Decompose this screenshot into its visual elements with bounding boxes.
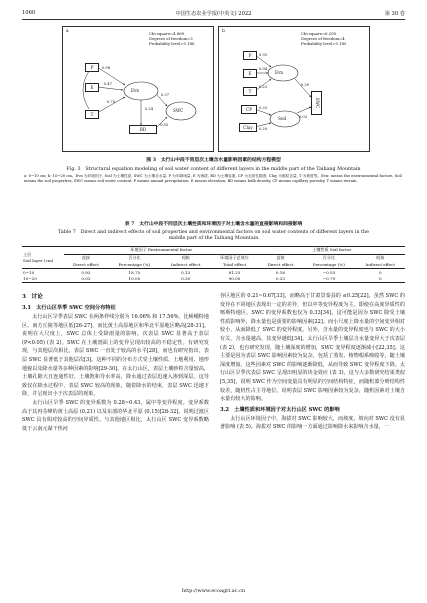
table-title-en-2: middle part of the Taihang Mountain (168, 236, 259, 241)
panel-b-chi-square: Chi-square=6.200 (301, 31, 337, 36)
table-cell: 0.30 (181, 276, 191, 282)
table-cell: −0.79 (322, 276, 336, 282)
panel-b-label: b (222, 29, 225, 34)
panel-a-dof: Degrees of freedom=3 (149, 36, 193, 41)
body-paragraph: 太行山区环境因子中，海拔对 SWC 影响较大，而坡度、坡向对 SWC 没有显著影响 (表 5)。海拔对 SWC 的影响一方面通过影响降水来影响含水量，一 (220, 415, 405, 431)
panel-b-stats (301, 31, 346, 46)
panel-a-probability: Probability level=0.186 (149, 41, 195, 46)
table-layer-header-en: Soil layer (cm) (23, 257, 54, 263)
subsection-heading: 3.2 土壤性质和环境因子对太行山区 SWC 的影响 (220, 406, 340, 413)
node-swc: SWC (173, 108, 184, 113)
table-cell: 0.33 (275, 276, 286, 282)
table-sub-cn: 间接 (181, 254, 190, 260)
section-heading: 3 讨论 (22, 294, 43, 300)
table-sub-en: Total effect (222, 261, 247, 267)
table-cell: 0.13 (181, 269, 191, 275)
table-sub-cn: 直接 (276, 254, 285, 260)
body-paragraph: 谷区地区的 0.21~0.67[33]，而略高于甘肃景泰县的 ≤0.25[22]。虽然 SWC 的变异在不同地区表现出一定的差异，但以中等变异程度为主。即使在高度异质性的喀斯特地区，SWC 的变异系数也仅为 0.33[34]，这可能是因为 SWC 除受土壤性质影响外，降水量也是重要的影响因素[22]。而小尺度上降水量的空间变异相对较小，从而降低了 SWC 的变异程度。另外，含水量的变异程度也与 SWC 的大小有关，含水量越高，其变异越低[34]。太行山区旱季土壤层含水量变异大于次表层 (表 2)，也有研究发现，随土壤深度的增加，SWC 变异程度逐渐减小[22,35]。这主要是因为表层 SWC 影响因素较为复杂，包括了蒸发、植物根系吸收等，随土壤深度增加，这些因素对 SWC 的影响逐渐降低，从而导致 SWC 变异程度下降。太行山区旱季次表层 SWC 呈现出明显的块金效应 (表 3)，这与大多数研究结果类似[5,35]，说明 SWC 作为空间变量具有明显的空间结构特征，而随机部分则结构性较差，随机性占主导地位。说明表层 SWC 影响因素较为复杂，随机因素对土壤含水量有较大的影响。 (220, 293, 405, 403)
node-bd: BD (129, 125, 157, 134)
body-paragraph: 太行山区旱季表层 SWC 在两条样线分别为 16.06% 和 17.56%，比嵯峨特地区、南方丘陵等地区低[26-27]，而比黄土高原地区和华北平原地区略高[28-31]。说明在大尺度上，SWC 总体上受降雨量的影响。次表层 SWC 显著高于表层 (P<0.05) (表 2)。SWC 在土壤剖面上的变异呈现出较高的不稳定性。有研究发现，与其他层次相比，表层 SWC 一直处于较高的水平[28]，而也有研究指出，表层 SWC 显著低于其他层次[3]。这种不同的分布方式受土壤性质、土地利用、地形地貌以及降水量等多种因素的影响[29-30]。在太行山区，表层土壤砂粒含量较高，土壤孔隙大且连通性好，土壤饱和导水率高，降水通过表层迅速入渗到深层。这导致仅在降水过程中，表层 SWC 较高的现象，随着降水的结束，表层 SWC 迅速下降，并呈现出小于次表层的现象。 (22, 314, 209, 398)
table-row (22, 275, 405, 282)
figure-note: a: 0~10 cm; b: 10~20 cm。Evn 为环境因子, Soil 为土壤性质, SWC 为土壤含水量, P 为年降雨量, E 为海拔, BD 为土壤容重, CP 为毛管孔隙度, Clay 为黏粒含量, T 为坡度等。Evn: means the environmental factors, Soil means the soil properties, SWC means soil water content, P means annual precipitation, E means elevation, BD means bulk density, CP means capillary porosity, T means terrain. (24, 174, 402, 184)
panel-a-label: a (66, 29, 69, 34)
table-cell: 81.25 (228, 269, 241, 275)
table-sub-en: Indirect effect (170, 261, 201, 267)
coef-b-2: 0.94 (259, 67, 268, 71)
figure-caption-cn: 图 3 太行山中段不同层次土壤含水量影响因素的结构方程模型 (146, 157, 281, 163)
coef-a-2: 0.47 (104, 82, 113, 86)
figure-panel-b (218, 26, 370, 152)
coef-b-3: 0.23 (259, 85, 268, 89)
table-sub-cn: 百分比 (128, 254, 141, 260)
node-t: T (85, 110, 99, 119)
journal-title: 中国生态农业学报(中英文) 2022 (175, 11, 252, 17)
header-rule (22, 19, 405, 20)
node-soil: Soil (278, 116, 287, 121)
table-cell: 18.75 (128, 269, 141, 275)
table-layer-header-cn: 土层 (23, 251, 32, 257)
table-sub-en: Percentage (%) (313, 261, 345, 267)
panel-b-probability: Probability level=0.185 (301, 41, 347, 46)
table-title-cn: 表 7 太行山中段不同层次土壤性质和环境因子对土壤含水量的直接影响和间接影响 (124, 221, 303, 227)
panel-b-arrows (219, 27, 369, 151)
coef-a-4: 0.24 (145, 107, 154, 111)
table-cell: 90.00 (228, 276, 241, 282)
left-column (22, 292, 209, 433)
table-sub-cn: 直接 (81, 254, 90, 260)
coef-b-6: 0.30 (301, 83, 310, 87)
table-sub-en: Direct effect (72, 261, 99, 267)
coef-b-1: 0.93 (259, 53, 268, 57)
coef-b-4: 0.33 (259, 106, 268, 110)
coef-b-5: 0.20 (259, 127, 268, 131)
coef-a-1: 0.98 (102, 66, 111, 70)
node-p: P (85, 63, 99, 72)
table-sub-en: Direct effect (267, 261, 294, 267)
panel-a-stats (149, 31, 194, 46)
panel-b-dof: Degrees of freedom=4 (301, 36, 345, 41)
node-t: T (243, 87, 257, 96)
table-group-env: 环境因子 Environmental factor (64, 247, 259, 255)
figure-caption-en: Fig. 3 Structural equation modeling of soil water content of different layers in the middle part of the Taihang Mountain (66, 167, 361, 172)
table-7 (22, 246, 405, 283)
table-cell: 0 (378, 276, 382, 282)
table-cell: 0.03 (81, 276, 91, 282)
coef-b-7: 0.03 (299, 115, 308, 119)
right-column (220, 292, 405, 432)
table-cell: 0~10 (23, 269, 35, 275)
node-e: E (243, 69, 257, 78)
node-e: E (85, 83, 99, 92)
node-swc-label: SWC (315, 97, 321, 109)
page-number: 1060 (22, 10, 36, 16)
node-p: P (243, 51, 257, 60)
table-sub-en: Percentage (%) (118, 261, 151, 267)
node-evn: Evn (275, 70, 284, 75)
table-cell: −0.55 (322, 269, 336, 275)
table-sub-cn: 间接 (376, 254, 385, 260)
table-cell: 10~20 (23, 276, 37, 282)
node-cp: CP (241, 105, 257, 114)
subsection-heading: 3.1 太行山区旱季 SWC 空间分布特征 (22, 305, 116, 311)
coef-a-6: 0.37 (161, 93, 170, 97)
volume-label: 第 30 卷 (384, 11, 405, 17)
table-title-en: Table 7 Direct and indirect effects of soil properties and environmental factors on soil water contents of different layers in the (58, 230, 369, 235)
table-cell: 0 (378, 269, 382, 275)
table-row (22, 268, 405, 275)
table-layer-header (22, 247, 64, 269)
table-cell: 0.83 (81, 269, 91, 275)
table-cell: 10.00 (128, 276, 141, 282)
panel-a-chi-square: Chi-square=4.869 (149, 31, 185, 36)
table-group-soil: 土壤性质 Soil factor (259, 247, 405, 255)
table-sub-cn: 环境因子总效应 (220, 254, 249, 260)
coef-a-3: 0.79 (107, 100, 116, 104)
node-swc (311, 91, 322, 115)
table-sub-en: Indirect effect (365, 261, 395, 267)
coef-a-5: -0.55 (159, 123, 169, 127)
body-paragraph: 太行山区旱季 SWC 的变异系数为 0.28~0.43，属中等变异程度。变异系数高于其再芬峰的黄土高原 (0.21) 以及东部的华北平原 (0.15)[28-32]。说明过渡区 SWC 具有相对较高的空间异质性。与其他地区相比，太行山区 SWC 变异系数略低于云南元谋干热河 (22, 399, 209, 432)
table-cell: 0.16 (275, 269, 286, 275)
figure-panel-a (62, 26, 214, 152)
footer-url[interactable]: http://www.ecoagri.ac.cn (181, 588, 246, 594)
table-sub-cn: 百分比 (322, 254, 336, 260)
node-clay: Clay (239, 123, 257, 132)
node-evn: Evn (131, 88, 140, 93)
